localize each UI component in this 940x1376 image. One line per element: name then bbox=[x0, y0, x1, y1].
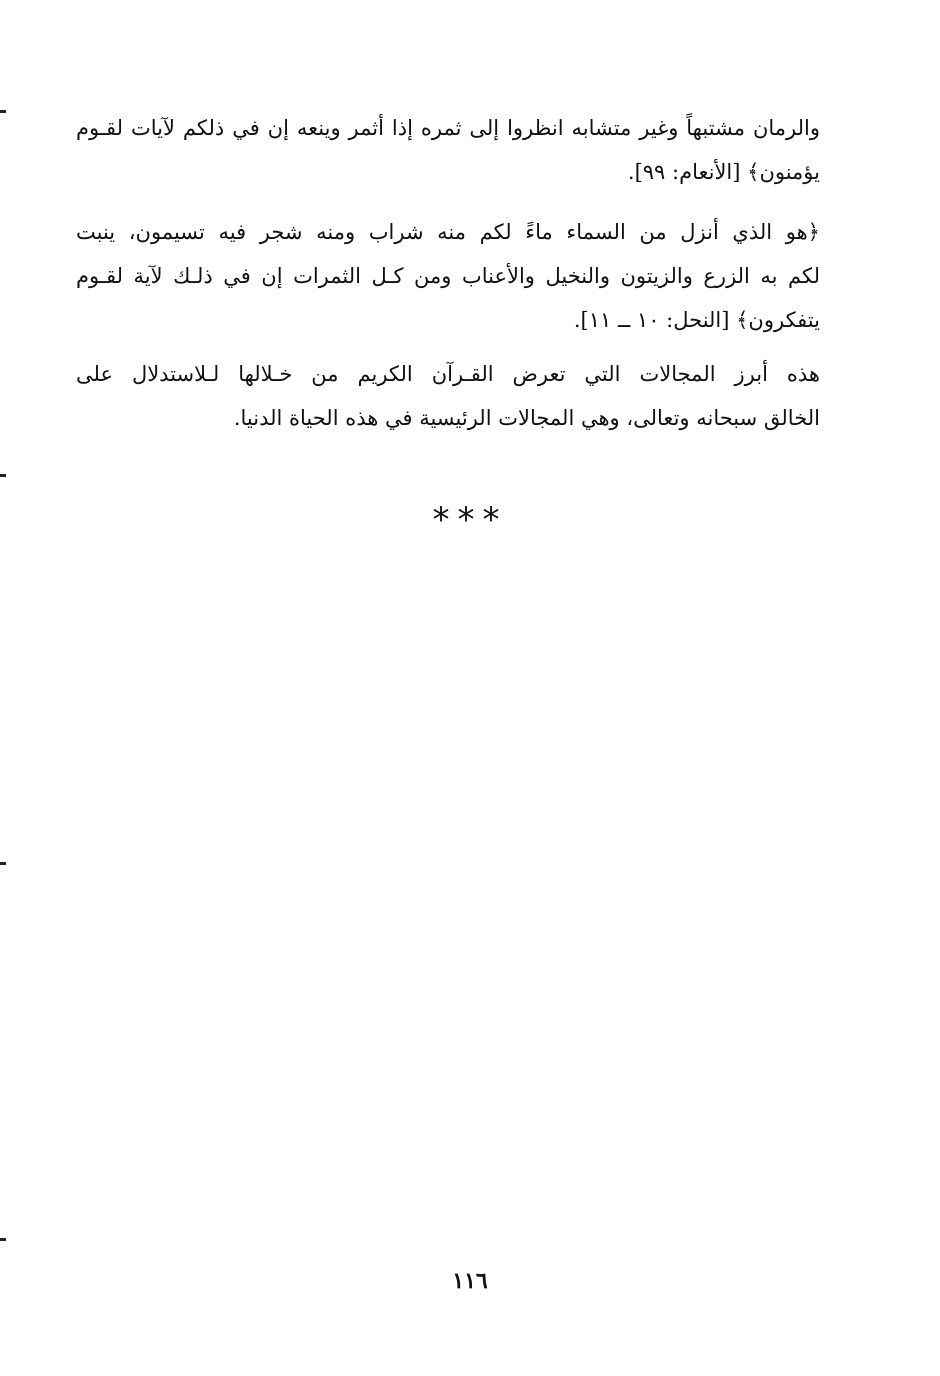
page-number: ١١٦ bbox=[452, 1268, 488, 1294]
paragraph-quran-verse-nahl bbox=[76, 210, 820, 342]
text-line: هذه أبرز المجالات التي تعرض القـرآن الكريم من خـلالها لـلاستدلال على bbox=[76, 362, 820, 386]
text-line: ﴿هو الذي أنزل من السماء ماءً لكم منه شراب ومنه شجر فيه تسيمون، ينبت bbox=[76, 220, 820, 244]
section-separator: *** bbox=[432, 500, 508, 540]
text-line: يتفكرون﴾ [النحل: ١٠ ــ ١١]. bbox=[573, 308, 820, 332]
scan-edge-mark bbox=[0, 862, 6, 865]
paragraph-conclusion bbox=[76, 352, 820, 440]
scan-edge-mark bbox=[0, 110, 6, 113]
text-line: الخالق سبحانه وتعالى، وهي المجالات الرئيسية في هذه الحياة الدنيا. bbox=[233, 406, 820, 430]
paragraph-quran-verse-anam bbox=[76, 106, 820, 194]
text-line: لكم به الزرع والزيتون والنخيل والأعناب ومن كـل الثمرات إن في ذلـك لآية لقـوم bbox=[76, 264, 820, 288]
text-line: والرمان مشتبهاً وغير متشابه انظروا إلى ثمره إذا أثمر وينعه إن في ذلكم لآيات لقـوم bbox=[76, 116, 820, 140]
text-line: يؤمنون﴾ [الأنعام: ٩٩]. bbox=[627, 160, 820, 184]
scan-edge-mark bbox=[0, 1238, 6, 1241]
scan-edge-mark bbox=[0, 474, 6, 477]
